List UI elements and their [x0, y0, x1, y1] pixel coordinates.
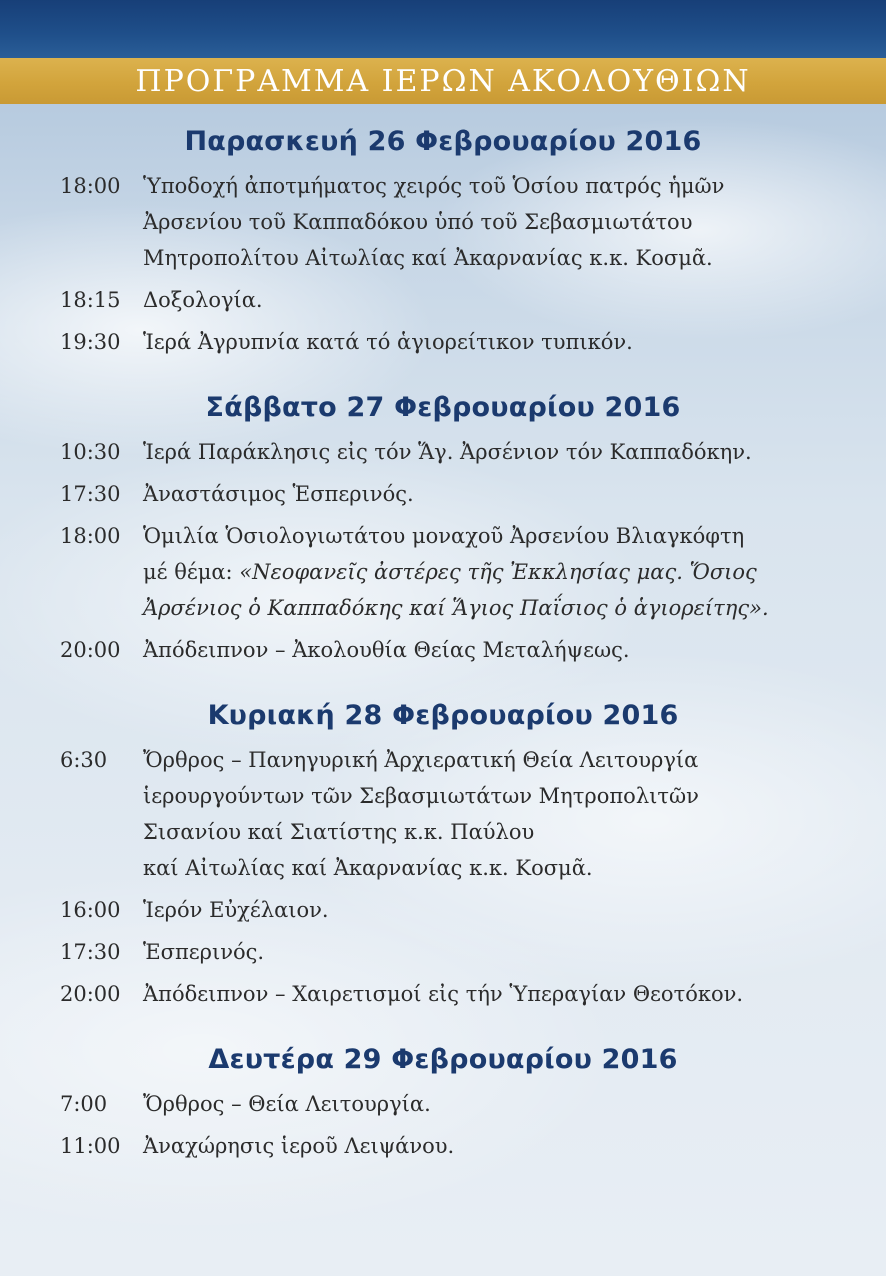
day-title: Κυριακή 28 Φεβρουαρίου 2016 — [207, 700, 679, 731]
day-title: Δευτέρα 29 Φεβρουαρίου 2016 — [208, 1044, 678, 1075]
event-description — [143, 1128, 843, 1164]
event-line: Σισανίου καί Σιατίστης κ.κ. Παύλου — [143, 820, 535, 844]
event-description — [143, 976, 843, 1012]
event-description — [143, 282, 843, 318]
event-line: Ὄρθρος – Πανηγυρική Ἀρχιερατική Θεία Λειτουργία — [143, 748, 699, 772]
page-title: ΠΡΟΓΡΑΜΜΑ ΙΕΡΩΝ ΑΚΟΛΟΥΘΙΩΝ — [135, 63, 751, 99]
event-row — [0, 632, 886, 668]
schedule — [0, 104, 886, 1164]
event-line: Ἱερόν Εὐχέλαιον. — [143, 898, 329, 922]
event-row — [0, 742, 886, 886]
event-row — [0, 434, 886, 470]
event-row — [0, 892, 886, 928]
day-sunday — [0, 700, 886, 1012]
event-line: καί Αἰτωλίας καί Ἀκαρνανίας κ.κ. Κοσμᾶ. — [143, 856, 593, 880]
event-line: Ἀπόδειπνον – Ἀκολουθία Θείας Μεταλήψεως. — [143, 638, 630, 662]
event-description — [143, 1086, 843, 1122]
event-description — [143, 518, 843, 626]
day-saturday — [0, 392, 886, 668]
event-line: Ἀπόδειπνον – Χαιρετισμοί εἰς τήν Ὑπεραγίαν Θεοτόκον. — [143, 982, 744, 1006]
theme-title: «Νεοφανεῖς ἀστέρες τῆς Ἐκκλησίας μας. Ὅσιος — [239, 560, 757, 584]
event-row — [0, 476, 886, 512]
event-line: ἱερουργούντων τῶν Σεβασμιωτάτων Μητροπολιτῶν — [143, 784, 699, 808]
day-friday — [0, 126, 886, 360]
event-time: 20:00 — [60, 638, 121, 662]
event-time: 20:00 — [60, 982, 121, 1006]
event-row — [0, 282, 886, 318]
event-line: Ὁμιλία Ὁσιολογιωτάτου μοναχοῦ Ἀρσενίου Βλιαγκόφτη — [143, 524, 745, 548]
event-description — [143, 632, 843, 668]
theme-title: Ἀρσένιος ὁ Καππαδόκης καί Ἅγιος Παΐσιος ὁ ἁγιορείτης». — [143, 596, 769, 620]
event-line — [143, 554, 843, 590]
event-time: 10:30 — [60, 440, 121, 464]
event-line: Δοξολογία. — [143, 288, 263, 312]
top-banner — [0, 0, 886, 58]
event-line: Ὑποδοχή ἀποτμήματος χειρός τοῦ Ὁσίου πατρός ἡμῶν — [143, 174, 725, 198]
event-description — [143, 168, 843, 276]
event-line: Μητροπολίτου Αἰτωλίας καί Ἀκαρνανίας κ.κ. Κοσμᾶ. — [143, 246, 713, 270]
event-time: 18:15 — [60, 288, 121, 312]
day-title: Σάββατο 27 Φεβρουαρίου 2016 — [205, 392, 681, 423]
event-line: Ἱερά Παράκλησις εἰς τόν Ἅγ. Ἀρσένιον τόν Καππαδόκην. — [143, 440, 752, 464]
event-row — [0, 976, 886, 1012]
event-description — [143, 434, 843, 470]
event-time: 19:30 — [60, 330, 121, 354]
event-description — [143, 476, 843, 512]
day-monday — [0, 1044, 886, 1164]
theme-prefix: μέ θέμα: — [143, 560, 240, 584]
event-row — [0, 168, 886, 276]
event-line: Ἀναστάσιμος Ἑσπερινός. — [143, 482, 414, 506]
event-time: 17:30 — [60, 482, 121, 506]
event-time: 18:00 — [60, 174, 121, 198]
event-description — [143, 892, 843, 928]
event-row — [0, 324, 886, 360]
event-row — [0, 1128, 886, 1164]
event-description — [143, 324, 843, 360]
event-line: Ἑσπερινός. — [143, 940, 265, 964]
event-line: Ἀναχώρησις ἱεροῦ Λειψάνου. — [143, 1134, 455, 1158]
event-time: 11:00 — [60, 1134, 121, 1158]
event-line: Ἀρσενίου τοῦ Καππαδόκου ὑπό τοῦ Σεβασμιωτάτου — [143, 210, 693, 234]
event-time: 18:00 — [60, 524, 121, 548]
event-description — [143, 742, 843, 886]
event-row — [0, 934, 886, 970]
event-description — [143, 934, 843, 970]
event-row — [0, 518, 886, 626]
event-row — [0, 1086, 886, 1122]
event-time: 17:30 — [60, 940, 121, 964]
event-time: 7:00 — [60, 1092, 108, 1116]
event-line: Ἱερά Ἀγρυπνία κατά τό ἁγιορείτικον τυπικόν. — [143, 330, 633, 354]
event-time: 16:00 — [60, 898, 121, 922]
day-title: Παρασκευή 26 Φεβρουαρίου 2016 — [184, 126, 702, 157]
event-time: 6:30 — [60, 748, 108, 772]
event-line: Ὄρθρος – Θεία Λειτουργία. — [143, 1092, 431, 1116]
event-line — [143, 590, 843, 626]
title-bar — [0, 58, 886, 104]
